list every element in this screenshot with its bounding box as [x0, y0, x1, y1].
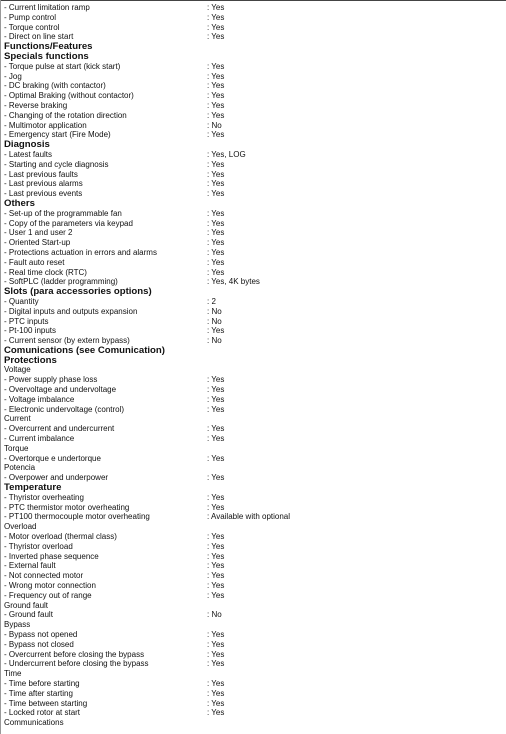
- spec-label: - Last previous faults: [4, 169, 78, 179]
- spec-value: : Yes: [207, 502, 225, 512]
- spec-label: - Electronic undervoltage (control): [4, 404, 125, 414]
- heading-text: Others: [4, 197, 35, 209]
- spec-value: : No: [207, 316, 222, 326]
- spec-value: : Yes: [207, 590, 225, 600]
- section-heading-others: [4, 199, 502, 209]
- spec-row-external-fault: [4, 561, 502, 571]
- spec-value: : Yes: [207, 218, 225, 228]
- heading-text: Time: [4, 669, 22, 679]
- spec-value: : Yes: [207, 561, 225, 571]
- spec-value: : Yes: [207, 581, 225, 591]
- spec-value: : Yes: [207, 688, 225, 698]
- heading-text: Current: [4, 414, 31, 424]
- spec-label: - Time before starting: [4, 678, 80, 688]
- spec-row-bypass-not-opened: [4, 630, 502, 640]
- spec-label: - Overtorque e undertorque: [4, 453, 101, 463]
- spec-row-inverted-phase-sequence: [4, 552, 502, 562]
- spec-row-starting-and-cycle-diagnosis: [4, 160, 502, 170]
- spec-row-pump-control: [4, 13, 502, 23]
- spec-label: - Starting and cycle diagnosis: [4, 159, 109, 169]
- top-border: [0, 0, 506, 1]
- spec-value: : Yes: [207, 61, 225, 71]
- spec-label: - External fault: [4, 561, 56, 571]
- spec-value: : Yes: [207, 228, 225, 238]
- spec-value: : Yes: [207, 100, 225, 110]
- heading-text: Torque: [4, 443, 29, 453]
- spec-row-power-supply-phase-loss: [4, 375, 502, 385]
- spec-row-torque-pulse-at-start-kick-start: [4, 62, 502, 72]
- spec-value: : Yes: [207, 473, 225, 483]
- spec-label: - Last previous alarms: [4, 179, 83, 189]
- subsection-label-time: [4, 669, 502, 679]
- spec-label: - Power supply phase loss: [4, 375, 98, 385]
- spec-row-dc-braking-with-contactor: [4, 81, 502, 91]
- spec-value: : Yes: [207, 71, 225, 81]
- subsection-label-overload: [4, 522, 502, 532]
- spec-label: - Fault auto reset: [4, 257, 65, 267]
- spec-value: : Yes: [207, 541, 225, 551]
- heading-text: Potencia: [4, 463, 36, 473]
- spec-label: - Torque pulse at start (kick start): [4, 61, 121, 71]
- spec-value: : Yes: [207, 453, 225, 463]
- spec-value: : Yes, LOG: [207, 149, 246, 159]
- spec-row-pt-100-inputs: [4, 326, 502, 336]
- spec-label: - Pt-100 inputs: [4, 326, 57, 336]
- section-heading-slots-para-accessories-options: [4, 287, 502, 297]
- spec-label: - Locked rotor at start: [4, 708, 81, 718]
- spec-label: - Undercurrent before closing the bypass: [4, 659, 149, 669]
- subsection-label-communications: [4, 718, 502, 728]
- heading-text: Bypass: [4, 620, 31, 630]
- spec-label: - Time after starting: [4, 688, 73, 698]
- spec-label: - Thyristor overheating: [4, 492, 84, 502]
- spec-row-thyristor-overload: [4, 542, 502, 552]
- spec-label: - Emergency start (Fire Mode): [4, 130, 111, 140]
- spec-label: - Latest faults: [4, 149, 53, 159]
- spec-row-user-1-and-user-2: [4, 228, 502, 238]
- spec-value: : Yes: [207, 130, 225, 140]
- spec-row-time-after-starting: [4, 689, 502, 699]
- spec-row-set-up-of-the-programmable-fan: [4, 209, 502, 219]
- spec-row-emergency-start-fire-mode: [4, 130, 502, 140]
- spec-row-ptc-thermistor-motor-overheating: [4, 503, 502, 513]
- spec-row-protections-actuation-in-errors-and-alarms: [4, 248, 502, 258]
- spec-value: : Yes: [207, 267, 225, 277]
- spec-value: : No: [207, 120, 222, 130]
- spec-value: : No: [207, 336, 222, 346]
- spec-row-undercurrent-before-closing-the-bypass: [4, 659, 502, 669]
- spec-value: : Yes: [207, 179, 225, 189]
- spec-value: : Yes: [207, 649, 225, 659]
- section-heading-protections: [4, 356, 502, 366]
- spec-row-time-between-starting: [4, 699, 502, 709]
- spec-label: - Bypass not opened: [4, 630, 78, 639]
- spec-label: - DC braking (with contactor): [4, 81, 106, 91]
- spec-label: - Not connected motor: [4, 571, 84, 581]
- spec-label: - Wrong motor connection: [4, 581, 96, 591]
- spec-value: : Yes: [207, 404, 225, 414]
- heading-text: Ground fault: [4, 600, 49, 610]
- heading-text: Slots (para accessories options): [4, 286, 152, 298]
- spec-row-motor-overload-thermal-class: [4, 532, 502, 542]
- spec-label: - Set-up of the programmable fan: [4, 208, 122, 218]
- heading-text: Overload: [4, 522, 37, 532]
- spec-row-current-imbalance: [4, 434, 502, 444]
- spec-row-ground-fault: [4, 610, 502, 620]
- spec-row-frequency-out-of-range: [4, 591, 502, 601]
- spec-value: : Yes: [207, 678, 225, 688]
- spec-label: - Overpower and underpower: [4, 473, 109, 483]
- spec-row-time-before-starting: [4, 679, 502, 689]
- spec-value: : Yes: [207, 385, 225, 395]
- section-heading-temperature: [4, 483, 502, 493]
- spec-value: : Yes: [207, 110, 225, 120]
- subsection-label-current: [4, 414, 502, 424]
- spec-row-thyristor-overheating: [4, 493, 502, 503]
- subsection-label-voltage: [4, 365, 502, 375]
- spec-row-fault-auto-reset: [4, 258, 502, 268]
- spec-row-latest-faults: [4, 150, 502, 160]
- spec-label: - Real time clock (RTC): [4, 267, 87, 277]
- spec-value: : Yes: [207, 639, 225, 649]
- heading-text: Communications: [4, 718, 64, 728]
- spec-value: : Yes, 4K bytes: [207, 277, 260, 287]
- spec-label: - Current imbalance: [4, 434, 75, 444]
- heading-text: Specials functions: [4, 50, 89, 62]
- spec-label: - Protections actuation in errors and alarms: [4, 247, 157, 257]
- spec-row-jog: [4, 72, 502, 82]
- spec-label: - Changing of the rotation direction: [4, 110, 127, 120]
- spec-label: - Current limitation ramp: [4, 3, 90, 12]
- spec-value: : Yes: [207, 492, 225, 502]
- section-heading-comunications-see-comunication: [4, 346, 502, 356]
- spec-label: - Quantity: [4, 296, 39, 306]
- spec-row-changing-of-the-rotation-direction: [4, 111, 502, 121]
- spec-value: : Yes: [207, 238, 225, 248]
- spec-value: : Available with optional: [207, 512, 291, 522]
- spec-row-reverse-braking: [4, 101, 502, 111]
- subsection-label-potencia: [4, 463, 502, 473]
- spec-row-quantity: [4, 297, 502, 307]
- spec-row-last-previous-alarms: [4, 179, 502, 189]
- heading-text: Diagnosis: [4, 139, 50, 151]
- spec-label: - Torque control: [4, 22, 60, 32]
- spec-row-digital-inputs-and-outputs-expansion: [4, 307, 502, 317]
- subsection-label-ground-fault: [4, 601, 502, 611]
- spec-row-current-limitation-ramp: [4, 3, 502, 13]
- section-heading-specials-functions: [4, 52, 502, 62]
- spec-label: - Overcurrent before closing the bypass: [4, 649, 145, 659]
- spec-label: - Inverted phase sequence: [4, 551, 99, 561]
- spec-row-wrong-motor-connection: [4, 581, 502, 591]
- section-heading-diagnosis: [4, 140, 502, 150]
- spec-value: : Yes: [207, 698, 225, 708]
- spec-label: - PTC thermistor motor overheating: [4, 502, 130, 512]
- subsection-label-torque: [4, 444, 502, 454]
- spec-label: - Pump control: [4, 12, 57, 22]
- spec-row-last-previous-faults: [4, 170, 502, 180]
- heading-text: Temperature: [4, 482, 62, 494]
- spec-value: : Yes: [207, 375, 225, 385]
- spec-row-electronic-undervoltage-control: [4, 405, 502, 415]
- heading-text: Comunications (see Comunication): [4, 344, 165, 356]
- spec-label: - Digital inputs and outputs expansion: [4, 306, 138, 316]
- spec-label: - User 1 and user 2: [4, 228, 73, 238]
- heading-text: Protections: [4, 354, 57, 366]
- spec-label: - Direct on line start: [4, 32, 74, 42]
- spec-value: : Yes: [207, 434, 225, 444]
- spec-row-overcurrent-and-undercurrent: [4, 424, 502, 434]
- spec-row-multimotor-application: [4, 121, 502, 131]
- spec-row-optimal-braking-without-contactor: [4, 91, 502, 101]
- spec-value: : Yes: [207, 12, 225, 22]
- spec-row-voltage-imbalance: [4, 395, 502, 405]
- spec-value: : Yes: [207, 571, 225, 581]
- spec-list: [4, 3, 502, 728]
- spec-label: - Oriented Start-up: [4, 238, 71, 248]
- spec-value: : No: [207, 306, 222, 316]
- spec-value: : Yes: [207, 424, 225, 434]
- heading-text: Voltage: [4, 365, 31, 375]
- spec-label: - Ground fault: [4, 610, 53, 620]
- spec-label: - Voltage imbalance: [4, 394, 75, 404]
- spec-value: : No: [207, 610, 222, 620]
- left-border: [0, 0, 1, 734]
- spec-value: : Yes: [207, 3, 225, 12]
- spec-row-locked-rotor-at-start: [4, 708, 502, 718]
- spec-row-not-connected-motor: [4, 571, 502, 581]
- spec-value: : 2: [207, 296, 216, 306]
- spec-label: - Overcurrent and undercurrent: [4, 424, 115, 434]
- spec-value: : Yes: [207, 91, 225, 101]
- spec-row-overcurrent-before-closing-the-bypass: [4, 650, 502, 660]
- spec-row-oriented-start-up: [4, 238, 502, 248]
- spec-label: - Copy of the parameters via keypad: [4, 218, 133, 228]
- spec-label: - Multimotor application: [4, 120, 87, 130]
- spec-label: - SoftPLC (ladder programming): [4, 277, 118, 287]
- spec-label: - Current sensor (by extern bypass): [4, 336, 130, 346]
- spec-value: : Yes: [207, 326, 225, 336]
- spec-value: : Yes: [207, 394, 225, 404]
- spec-row-overvoltage-and-undervoltage: [4, 385, 502, 395]
- spec-value: : Yes: [207, 247, 225, 257]
- spec-value: : Yes: [207, 659, 225, 669]
- heading-text: Functions/Features: [4, 41, 93, 53]
- spec-row-real-time-clock-rtc: [4, 268, 502, 278]
- spec-row-last-previous-events: [4, 189, 502, 199]
- spec-label: - Jog: [4, 71, 22, 81]
- spec-label: - Time between starting: [4, 698, 88, 708]
- spec-label: - Frequency out of range: [4, 590, 92, 600]
- spec-value: : Yes: [207, 208, 225, 218]
- spec-value: : Yes: [207, 81, 225, 91]
- spec-row-ptc-inputs: [4, 317, 502, 327]
- spec-label: - Last previous events: [4, 189, 83, 199]
- spec-label: - PT100 thermocouple motor overheating: [4, 512, 150, 522]
- spec-value: : Yes: [207, 551, 225, 561]
- spec-label: - Reverse braking: [4, 100, 68, 110]
- spec-label: - Optimal Braking (without contactor): [4, 91, 134, 101]
- spec-value: : Yes: [207, 532, 225, 542]
- spec-value: : Yes: [207, 22, 225, 32]
- subsection-label-bypass: [4, 620, 502, 630]
- spec-value: : Yes: [207, 708, 225, 718]
- spec-label: - Thyristor overload: [4, 541, 73, 551]
- spec-value: : Yes: [207, 257, 225, 267]
- spec-label: - Motor overload (thermal class): [4, 532, 117, 542]
- spec-value: : Yes: [207, 159, 225, 169]
- spec-value: : Yes: [207, 169, 225, 179]
- spec-row-copy-of-the-parameters-via-keypad: [4, 219, 502, 229]
- spec-row-pt100-thermocouple-motor-overheating: [4, 512, 502, 522]
- spec-row-bypass-not-closed: [4, 640, 502, 650]
- spec-label: - Bypass not closed: [4, 639, 74, 649]
- spec-row-torque-control: [4, 23, 502, 33]
- spec-value: : Yes: [207, 630, 225, 639]
- spec-value: : Yes: [207, 32, 225, 42]
- spec-label: - PTC inputs: [4, 316, 49, 326]
- spec-row-overpower-and-underpower: [4, 473, 502, 483]
- spec-value: : Yes: [207, 189, 225, 199]
- spec-label: - Overvoltage and undervoltage: [4, 385, 117, 395]
- spec-row-overtorque-e-undertorque: [4, 454, 502, 464]
